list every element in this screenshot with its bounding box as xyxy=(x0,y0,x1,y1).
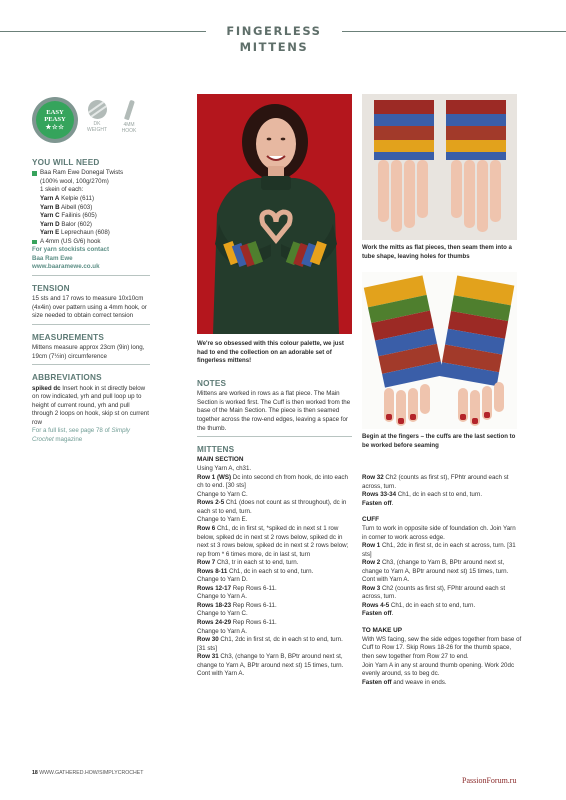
abbreviation-term: spiked dc xyxy=(32,384,61,392)
yarn-name: Baa Ram Ewe Donegal Twists xyxy=(40,169,124,177)
yarn-colour: Failinis (605) xyxy=(61,212,97,220)
pattern-row xyxy=(197,525,352,559)
yarn-row xyxy=(40,204,150,213)
closeup-mitts-caption: Begin at the fingers – the cuffs are the last section to be worked before seaming xyxy=(362,433,516,449)
yarn-spec: (100% wool, 100g/270m) xyxy=(40,177,109,185)
pattern-column-middle xyxy=(197,378,352,679)
pattern-row xyxy=(362,500,522,509)
yarn-label: Yarn B xyxy=(40,203,60,211)
pattern-row xyxy=(197,585,352,594)
row-label: Rows 18-23 xyxy=(197,601,232,609)
row-label: Fasten off xyxy=(362,610,392,618)
pattern-row xyxy=(197,593,352,602)
pattern-row xyxy=(197,568,352,577)
pattern-row xyxy=(197,576,352,585)
tension-heading: TENSION xyxy=(32,283,70,293)
yarn-ball-icon xyxy=(88,100,107,119)
row-text: Ch1, dc in each st to end, turn. xyxy=(396,491,483,499)
pattern-row xyxy=(197,499,352,516)
row-label: Row 6 xyxy=(197,525,216,533)
row-label: Row 2 xyxy=(362,559,381,567)
yarn-colour: Aibell (603) xyxy=(61,203,93,211)
pattern-row xyxy=(197,559,352,568)
yarn-row xyxy=(40,221,150,230)
mitts-closeup-photo xyxy=(362,272,517,429)
pattern-row xyxy=(197,474,352,491)
mitts-flat-illustration xyxy=(362,94,517,240)
stockists-url[interactable]: www.baaramewe.co.uk xyxy=(32,263,100,271)
cuff-rows xyxy=(362,525,522,619)
yarn-row xyxy=(40,212,150,221)
right-mitt-stripes xyxy=(446,100,506,160)
row-text: Ch1, dc in first st, *spiked dc in next st 1 row below, spiked dc in next st 2 rows below, spiked dc in next st 3 rows below, spiked dc in next st 2 rows below; rep from * 6 times more, dc in last st, turn xyxy=(197,525,349,558)
main-photo-caption: We're so obsessed with this colour palette, we just had to end the collection on an adorable set of fingerless mittens! xyxy=(197,340,344,365)
section-divider xyxy=(32,364,150,365)
pattern-row xyxy=(362,474,522,491)
row-label: Row 7 xyxy=(197,559,216,567)
sidebar-column xyxy=(32,92,150,444)
badge-peasy-text: PEASY xyxy=(44,116,66,124)
row-text: Ch1, dc in each st to end, turn. xyxy=(227,567,314,575)
row-text: Ch1 (does not count as st throughout), dc in each st to end, turn. xyxy=(197,499,347,515)
measurements-heading: MEASUREMENTS xyxy=(32,332,104,342)
bullet-square-icon xyxy=(32,240,37,245)
pattern-row xyxy=(197,619,352,628)
pattern-row xyxy=(362,525,522,542)
pattern-row xyxy=(362,662,522,679)
yarn-colour: Balor (602) xyxy=(61,220,92,228)
row-label: Row 32 xyxy=(362,474,384,481)
row-text: Ch1, dc in each st to end, turn. xyxy=(389,601,476,609)
stockists-line1: For yarn stockists contact xyxy=(32,246,110,254)
yarn-row xyxy=(40,195,150,204)
pattern-row xyxy=(362,602,522,611)
row-label: Fasten off xyxy=(362,499,392,507)
row-text: Ch2 (counts as first st), FPhtr around each st across, turn. xyxy=(362,584,506,601)
mitts-closeup-illustration xyxy=(362,272,517,429)
row-text: Change to Yarn A. xyxy=(197,593,247,601)
row-label: Fasten off xyxy=(362,678,392,686)
yarn-label: Yarn C xyxy=(40,212,60,220)
row-text: Using Yarn A, ch31. xyxy=(197,465,252,473)
notes-text: Mittens are worked in rows as a flat piece. The Main Section is worked first. The Cuff is then worked from the base of the Main Section. The piece is then seamed together across the row-end edges, leaving a space for the thumb. xyxy=(197,390,351,432)
row-label: Row 31 xyxy=(197,653,219,661)
header-rule-left xyxy=(0,31,206,32)
page-footer xyxy=(32,770,143,777)
main-section-rows xyxy=(197,465,352,679)
flat-mitts-caption: Work the mitts as flat pieces, then seam them into a tube shape, leaving holes for thumbs xyxy=(362,244,512,260)
mitts-flat-photo xyxy=(362,94,517,240)
row-text: . xyxy=(391,499,394,507)
cuff-heading: CUFF xyxy=(362,516,380,524)
reference-magazine: Simply Crochet xyxy=(32,427,131,443)
pattern-row xyxy=(362,585,522,602)
abbreviation-definition: Insert hook in st directly below on row indicated, yrh and pull loop up to height of current round, yrh and pull through 2 loops on hook, skip st on current row xyxy=(32,384,149,426)
make-up-heading: TO MAKE UP xyxy=(362,627,403,635)
hook-size-line2: HOOK xyxy=(121,128,137,134)
pattern-row xyxy=(197,602,352,611)
page-number: 18 xyxy=(32,770,38,776)
main-section-heading: MAIN SECTION xyxy=(197,456,244,464)
left-mitt-stripes xyxy=(374,100,434,160)
badge-easy-text: EASY xyxy=(46,109,64,116)
tension-text: 15 sts and 17 rows to measure 10x10cm (4x4in) over pattern using a 4mm hook, or size needed to obtain correct tension xyxy=(32,295,147,320)
measurements-text: Mittens measure approx 23cm (9in) long, 19cm (7½in) circumference xyxy=(32,344,145,360)
pattern-row xyxy=(362,679,522,688)
reference-prefix: For a full list, see page 78 of xyxy=(32,427,112,435)
notes-heading: NOTES xyxy=(197,379,227,388)
hook-size-badge xyxy=(114,100,144,134)
yarn-colour: Kelpie (611) xyxy=(61,194,95,202)
row-text: Turn to work in opposite side of foundation ch. Join Yarn in corner to work across edge. xyxy=(362,525,516,541)
row-text: Rep Rows 6-11. xyxy=(231,619,277,627)
section-divider xyxy=(32,275,150,276)
yarn-weight-line2: WEIGHT xyxy=(87,127,107,133)
pattern-row xyxy=(197,516,352,525)
pattern-row xyxy=(362,576,522,585)
yarn-label: Yarn E xyxy=(40,229,60,237)
row-text: Change to Yarn E. xyxy=(197,516,248,524)
yarn-list-item xyxy=(32,169,150,237)
main-section-final-rows xyxy=(362,474,522,508)
row-text: Rep Rows 6-11. xyxy=(231,584,277,592)
row-text: Cont with Yarn A. xyxy=(197,670,245,678)
row-text: Join Yarn A in any st around thumb opening. Work 20dc evenly around, ss to beg dc. xyxy=(362,661,515,678)
section-divider xyxy=(197,436,352,437)
pattern-row xyxy=(197,653,352,670)
hook-spec: A 4mm (US G/6) hook xyxy=(40,237,101,245)
easy-peasy-badge xyxy=(32,97,78,143)
row-text: Ch1, 2dc in first st, dc in each st to end, turn. [31 sts] xyxy=(197,636,343,652)
row-text: Dc into second ch from hook, dc into each ch to end. [30 sts] xyxy=(197,473,348,490)
row-text: and weave in ends. xyxy=(391,678,447,686)
yarn-colour: Leprechaun (608) xyxy=(61,229,110,237)
row-label: Row 3 xyxy=(362,584,381,592)
yarn-row xyxy=(40,229,150,238)
easy-peasy-badge-inner xyxy=(36,101,74,139)
skill-badges xyxy=(32,92,150,147)
difficulty-stars: ★☆☆ xyxy=(45,123,65,131)
model-photo xyxy=(197,94,352,334)
section-divider xyxy=(32,324,150,325)
row-text: Change to Yarn C. xyxy=(197,490,248,498)
abbreviation-entry xyxy=(32,385,150,428)
hook-list-item xyxy=(32,238,150,247)
pattern-column-right xyxy=(362,474,522,687)
footer-url[interactable]: WWW.GATHERED.HOW/SIMPLYCROCHET xyxy=(39,770,144,776)
hook-size-line1: 4MM xyxy=(123,122,135,128)
row-text: Ch3, (change to Yarn B, BPtr around next st, change to Yarn A, BPtr around next st) 15 times, turn. xyxy=(362,559,509,575)
pattern-row xyxy=(197,491,352,500)
abbreviations-reference xyxy=(32,427,150,444)
model-illustration xyxy=(197,94,352,334)
yarn-weight-badge xyxy=(82,100,112,133)
row-label: Rows 4-5 xyxy=(362,601,390,609)
pattern-row xyxy=(362,542,522,559)
bullet-square-icon xyxy=(32,171,37,176)
pattern-row xyxy=(362,636,522,662)
page-title: FINGERLESS MITTENS xyxy=(226,24,322,54)
row-label: Row 1 xyxy=(362,542,381,550)
row-text: . xyxy=(391,610,394,618)
row-text: Change to Yarn A. xyxy=(197,627,247,635)
row-label: Rows 8-11 xyxy=(197,567,228,575)
pattern-row xyxy=(362,491,522,500)
row-text: Cont with Yarn A. xyxy=(362,576,410,584)
yarn-label: Yarn A xyxy=(40,194,60,202)
pattern-row xyxy=(362,559,522,576)
header-rule-right xyxy=(342,31,566,32)
row-text: Ch3, (change to Yarn B, BPtr around next st, change to Yarn A, BPtr around next st) 15 times, turn. xyxy=(197,653,344,669)
yarn-label: Yarn D xyxy=(40,220,60,228)
mittens-heading: MITTENS xyxy=(197,445,235,455)
abbreviations-heading: ABBREVIATIONS xyxy=(32,373,102,383)
row-label: Rows 24-29 xyxy=(197,619,232,627)
row-label: Rows 33-34 xyxy=(362,491,397,499)
you-will-need-heading: YOU WILL NEED xyxy=(32,158,100,167)
row-label: Row 1 (WS) xyxy=(197,473,232,481)
row-text: Change to Yarn D. xyxy=(197,576,248,584)
row-text: Rep Rows 6-11. xyxy=(231,601,277,609)
row-label: Rows 2-5 xyxy=(197,499,225,507)
crochet-hook-icon xyxy=(124,100,135,121)
row-text: Ch2 (counts as first st), FPhtr around each st across, turn. xyxy=(362,474,509,490)
row-label: Rows 12-17 xyxy=(197,584,232,592)
skein-line: 1 skein of each: xyxy=(40,186,84,194)
pattern-row xyxy=(362,610,522,619)
pattern-row xyxy=(197,610,352,619)
row-text: With WS facing, sew the side edges together from base of Cuff to Row 17. Skip Rows 18-26 for the thumb space, then sew together from Row 27 to end. xyxy=(362,635,522,660)
pattern-row xyxy=(197,670,352,679)
pattern-row xyxy=(197,636,352,653)
pattern-row xyxy=(197,465,352,474)
make-up-rows xyxy=(362,636,522,687)
row-label: Row 30 xyxy=(197,636,219,644)
row-text: Ch1, 2dc in first st, dc in each st across, turn. [31 sts] xyxy=(362,542,516,558)
stockists-line2: Baa Ram Ewe xyxy=(32,254,73,262)
watermark: PassionForum.ru xyxy=(462,776,517,785)
page-header xyxy=(0,22,566,54)
row-text: Ch3, tr in each st to end, turn. xyxy=(215,559,299,567)
yarn-weight-line1: DK xyxy=(93,121,101,127)
reference-suffix: magazine xyxy=(53,435,83,443)
row-text: Change to Yarn C. xyxy=(197,610,248,618)
pattern-row xyxy=(197,628,352,637)
